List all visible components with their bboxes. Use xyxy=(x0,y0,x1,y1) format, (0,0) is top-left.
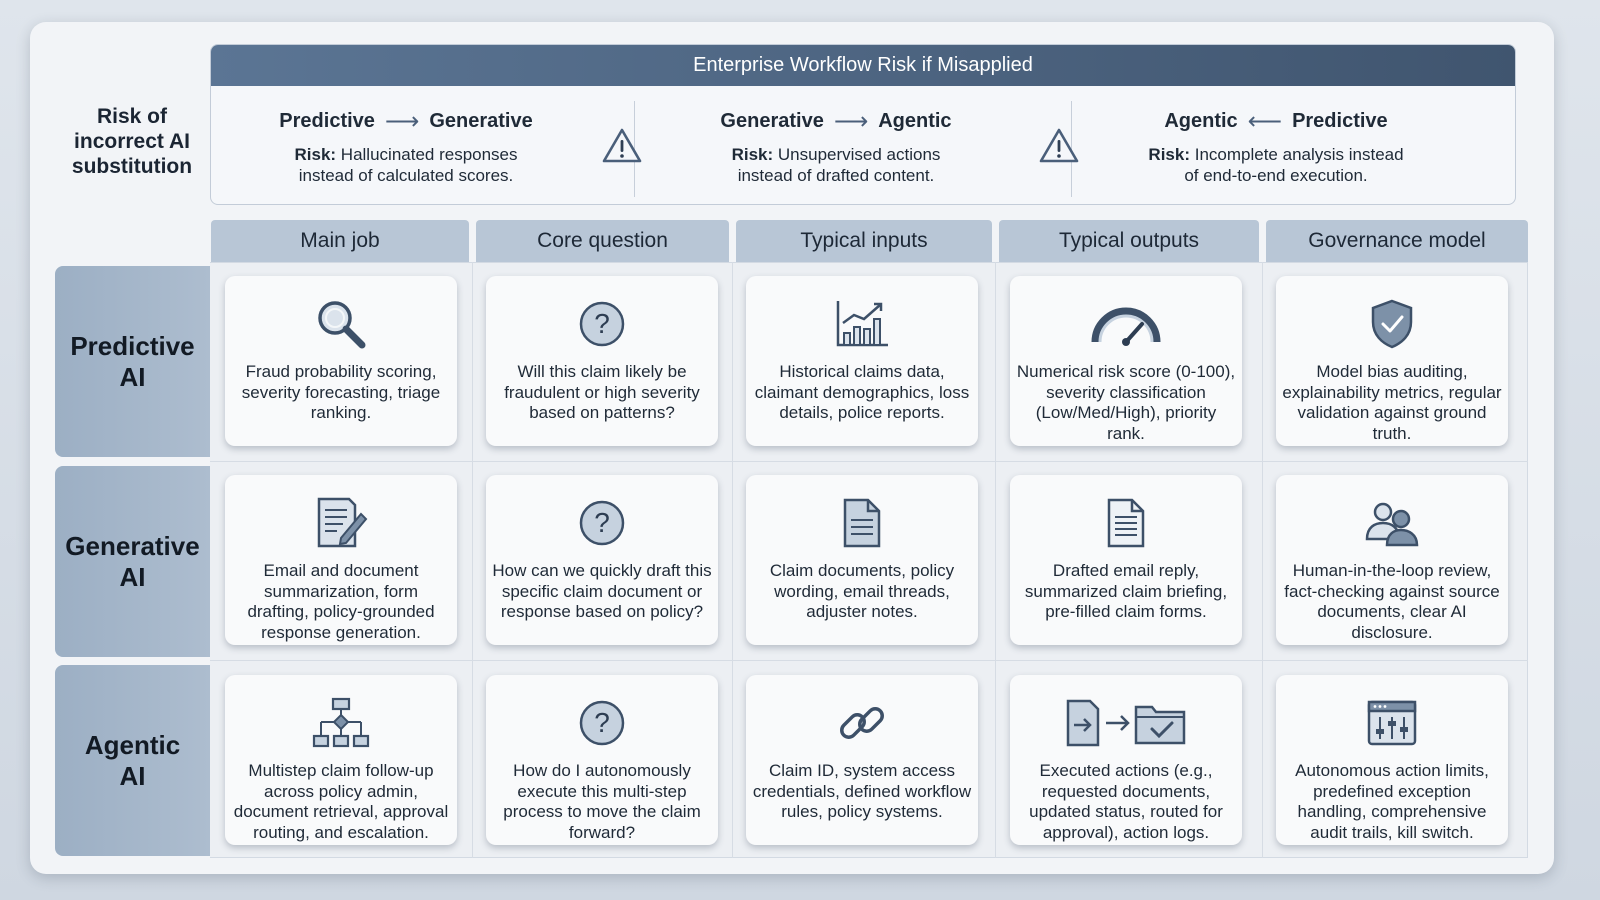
row-label-line1: Predictive xyxy=(70,330,195,361)
grid-divider xyxy=(995,262,996,858)
column-header-core-question: Core question xyxy=(476,220,729,262)
svg-text:?: ? xyxy=(594,308,610,339)
gauge-icon xyxy=(1090,302,1162,346)
cell-generative-typical-inputs xyxy=(746,475,978,645)
document-lines-icon xyxy=(1104,497,1148,549)
arrow-right-icon: ⟶ xyxy=(833,108,869,135)
risk-to: Generative xyxy=(429,110,533,132)
grid-divider xyxy=(1262,262,1263,858)
cell-text: Will this claim likely be fraudulent or high severity based on patterns? xyxy=(504,362,700,422)
cell-predictive-main-job xyxy=(225,276,457,446)
risk-side-label: Risk of incorrect AI substitution xyxy=(71,105,193,178)
question-icon xyxy=(577,698,627,748)
risk-panel xyxy=(210,44,1516,205)
arrow-right-icon: ⟶ xyxy=(384,108,420,135)
cell-agentic-typical-outputs xyxy=(1010,675,1242,845)
cell-generative-governance xyxy=(1276,475,1508,645)
risk-from: Generative xyxy=(720,110,824,132)
link-icon xyxy=(836,697,888,749)
cell-agentic-governance xyxy=(1276,675,1508,845)
risk-to: Predictive xyxy=(1292,110,1388,132)
arrow-left-icon: ⟵ xyxy=(1247,108,1283,135)
grid-divider xyxy=(210,461,1528,462)
file-to-folder-icon xyxy=(1064,699,1188,747)
risk-item-agentic-predictive xyxy=(1131,107,1421,186)
risk-line2: instead of drafted content. xyxy=(737,166,935,185)
cell-text: How can we quickly draft this specific claim document or response based on policy? xyxy=(492,561,712,621)
row-label-predictive-ai xyxy=(55,266,210,457)
risk-item-generative-agentic xyxy=(701,107,971,186)
cell-text: Multistep claim follow-up across policy admin, document retrieval, approval routing, and escalation. xyxy=(233,761,449,842)
row-label-line2: AI xyxy=(119,760,146,791)
row-label-line1: Generative xyxy=(65,530,200,561)
column-header-typical-inputs: Typical inputs xyxy=(736,220,992,262)
cell-agentic-core-question xyxy=(486,675,718,845)
risk-line2: instead of calculated scores. xyxy=(298,166,514,185)
cell-text: How do I autonomously execute this multi-step process to move the claim forward? xyxy=(503,761,701,842)
shield-check-icon xyxy=(1369,298,1415,350)
risk-to: Agentic xyxy=(878,110,952,132)
cell-predictive-core-question xyxy=(486,276,718,446)
cell-generative-main-job xyxy=(225,475,457,645)
cell-text: Claim documents, policy wording, email threads, adjuster notes. xyxy=(769,561,955,621)
column-header-main-job: Main job xyxy=(211,220,469,262)
risk-from: Agentic xyxy=(1164,110,1238,132)
cell-predictive-governance xyxy=(1276,276,1508,446)
cell-text: Fraud probability scoring, severity forecasting, triage ranking. xyxy=(241,362,441,422)
cell-agentic-main-job xyxy=(225,675,457,845)
grid-divider xyxy=(210,660,1528,661)
users-icon xyxy=(1363,499,1421,547)
control-panel-icon xyxy=(1366,699,1418,747)
question-icon xyxy=(577,299,627,349)
cell-predictive-typical-inputs xyxy=(746,276,978,446)
svg-text:?: ? xyxy=(594,707,610,738)
cell-agentic-typical-inputs xyxy=(746,675,978,845)
cell-text: Historical claims data, claimant demographics, loss details, police reports. xyxy=(754,362,970,422)
document-icon xyxy=(840,497,884,549)
risk-line1: Unsupervised actions xyxy=(777,145,941,164)
grid-divider xyxy=(732,262,733,858)
grid-divider xyxy=(472,262,473,858)
risk-prefix: Risk: xyxy=(1148,145,1190,164)
cell-text: Executed actions (e.g., requested documents, updated status, routed for approval), action logs. xyxy=(1029,761,1223,842)
column-header-typical-outputs: Typical outputs xyxy=(999,220,1259,262)
cell-text: Autonomous action limits, predefined exception handling, comprehensive audit trails, kill switch. xyxy=(1295,761,1489,842)
risk-panel-header: Enterprise Workflow Risk if Misapplied xyxy=(211,45,1515,86)
cell-text: Model bias auditing, explainability metrics, regular validation against ground truth. xyxy=(1282,362,1502,443)
workflow-icon xyxy=(312,696,370,750)
risk-line1: Incomplete analysis instead xyxy=(1194,145,1404,164)
row-label-line2: AI xyxy=(119,361,146,392)
risk-prefix: Risk: xyxy=(731,145,774,164)
svg-text:?: ? xyxy=(594,507,610,538)
row-label-agentic-ai xyxy=(55,665,210,856)
question-icon xyxy=(577,498,627,548)
row-label-generative-ai xyxy=(55,466,210,657)
cell-text: Numerical risk score (0-100), severity classification (Low/Med/High), priority rank. xyxy=(1016,362,1236,443)
cell-generative-typical-outputs xyxy=(1010,475,1242,645)
risk-from: Predictive xyxy=(279,110,375,132)
risk-prefix: Risk: xyxy=(294,145,337,164)
row-label-line2: AI xyxy=(119,561,146,592)
column-header-governance-model: Governance model xyxy=(1266,220,1528,262)
cell-text: Claim ID, system access credentials, defined workflow rules, policy systems. xyxy=(752,761,972,821)
magnifier-icon xyxy=(313,296,369,352)
bar-chart-icon xyxy=(834,299,890,349)
cell-predictive-typical-outputs xyxy=(1010,276,1242,446)
cell-generative-core-question xyxy=(486,475,718,645)
document-edit-icon xyxy=(313,496,369,550)
warning-icon xyxy=(601,127,643,165)
row-label-line1: Agentic xyxy=(84,729,181,760)
warning-icon xyxy=(1038,127,1080,165)
cell-text: Email and document summarization, form drafting, policy-grounded response generation. xyxy=(247,561,435,642)
risk-line2: of end-to-end execution. xyxy=(1184,166,1368,185)
risk-line1: Hallucinated responses xyxy=(340,145,518,164)
cell-text: Human-in-the-loop review, fact-checking against source documents, clear AI disclosure. xyxy=(1284,561,1500,642)
risk-item-predictive-generative xyxy=(271,107,541,186)
cell-text: Drafted email reply, summarized claim briefing, pre-filled claim forms. xyxy=(1024,561,1228,621)
